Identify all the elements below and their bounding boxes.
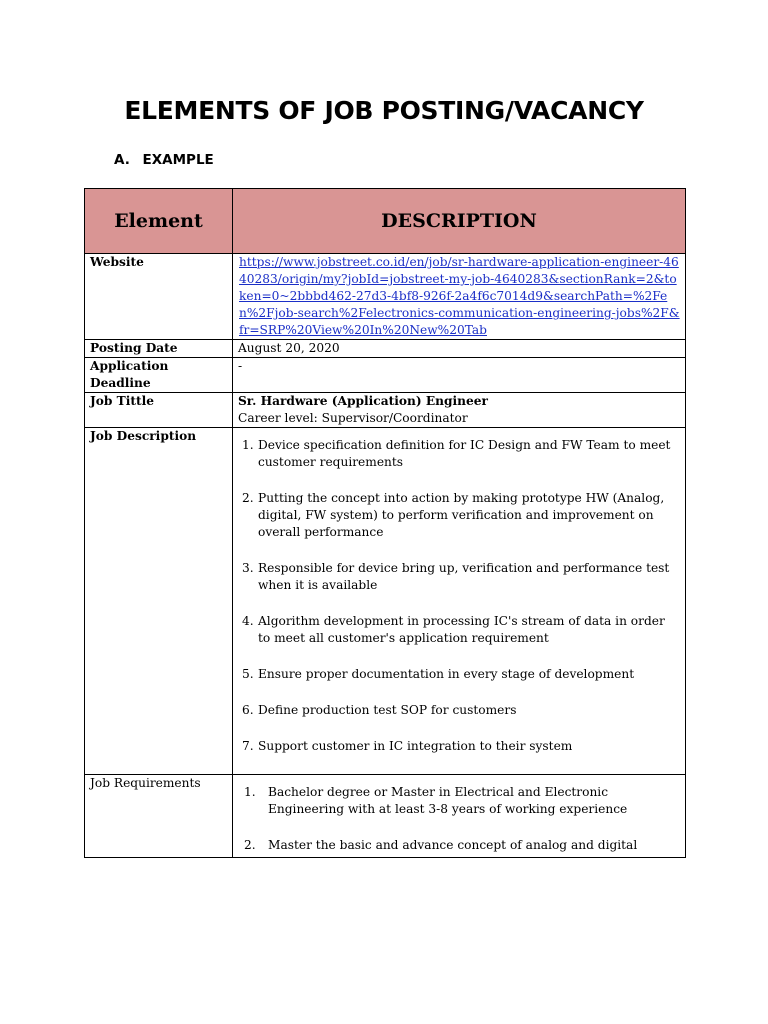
value-job-description [233, 428, 686, 775]
value-application-deadline: - [233, 358, 686, 393]
list-item: 2. Putting the concept into action by making prototype HW (Analog, digital, FW system) to perform verification and improvement on overall performance [242, 491, 665, 539]
list-item: 1. Device specification definition for IC Design and FW Team to meet customer requirements [242, 438, 671, 469]
label-job-requirements: Job Requirements [85, 775, 233, 858]
value-job-requirements [233, 775, 686, 858]
list-item: 1. Bachelor degree or Master in Electrical and Electronic Engineering with at least 3-8 years of working experience [244, 785, 628, 816]
table-header-row [85, 189, 686, 254]
row-application-deadline [85, 358, 686, 393]
list-item: 6. Define production test SOP for customers [242, 703, 517, 717]
career-level-text: Career level: Supervisor/Coordinator [238, 411, 468, 425]
label-website: Website [85, 254, 233, 340]
row-website [85, 254, 686, 340]
list-item: 3. Responsible for device bring up, verification and performance test when it is available [242, 561, 670, 592]
label-job-description: Job Description [85, 428, 233, 775]
value-posting-date: August 20, 2020 [233, 340, 686, 358]
list-item: 7. Support customer in IC integration to their system [242, 739, 573, 753]
job-title-text: Sr. Hardware (Application) Engineer [238, 394, 488, 408]
row-job-description [85, 428, 686, 775]
page-title: ELEMENTS OF JOB POSTING/VACANCY [124, 96, 644, 125]
list-item: 5. Ensure proper documentation in every stage of development [242, 667, 635, 681]
job-description-list [238, 428, 680, 755]
job-requirements-list [238, 775, 680, 854]
value-job-title [233, 393, 686, 428]
list-item: 4. Algorithm development in processing IC's stream of data in order to meet all customer's application requirement [242, 614, 665, 645]
label-job-title: Job Tittle [85, 393, 233, 428]
list-item: 2. Master the basic and advance concept of analog and digital [244, 838, 638, 852]
value-website [233, 254, 686, 340]
section-label: EXAMPLE [142, 152, 214, 168]
header-description: DESCRIPTION [233, 189, 686, 254]
section-marker: A. [114, 152, 130, 168]
label-posting-date: Posting Date [85, 340, 233, 358]
row-job-title [85, 393, 686, 428]
section-heading [114, 152, 214, 168]
header-element: Element [85, 189, 233, 254]
row-posting-date [85, 340, 686, 358]
label-application-deadline: Application Deadline [85, 358, 233, 393]
website-link[interactable]: https://www.jobstreet.co.id/en/job/sr-hardware-application-engineer-4640283/origin/my?jobId=jobstreet-my-job-4640283&sectionRank=2&token=0~2bbbd462-27d3-4bf8-926f-2a4f6c7014d9&searchPath=%2Fen%2Fjob-search%2Felectronics-communication-engineering-jobs%2F&fr=SRP%20View%20In%20New%20Tab [239, 255, 680, 337]
row-job-requirements [85, 775, 686, 858]
job-posting-table [84, 188, 686, 858]
